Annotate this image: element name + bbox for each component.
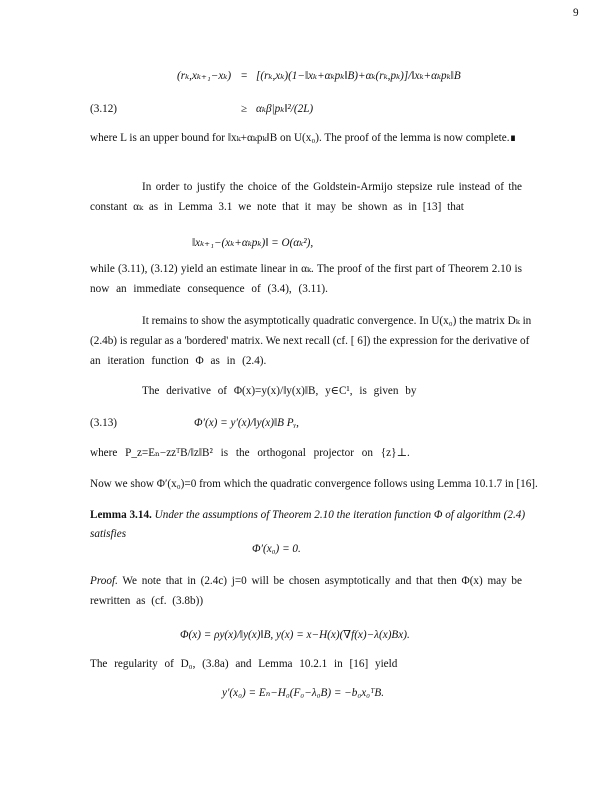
lemma-formula: Φ′(x₀) = 0. — [252, 543, 301, 555]
eq-label-3-12: (3.12) — [90, 103, 118, 115]
para-remains-1: It remains to show the asymptotically quadratic convergence. In U(x₀) the matrix Dₖ in — [142, 315, 532, 327]
para-linear-2: now an immediate consequence of (3.4), (3.11). — [90, 283, 328, 295]
lemma-3-14 — [90, 508, 525, 522]
eq-3-12-rhs2: αₖβ|pₖ‖²/(2L) — [256, 103, 314, 115]
proof-text: We note that in (2.4c) j=0 will be chosen asymptotically and that then Φ(x) may be — [122, 575, 522, 587]
proof-title: Proof. — [90, 575, 118, 587]
eq-final: y′(x₀) = Eₙ−H₀(F₀−λ₀B) = −b₀x₀ᵀB. — [222, 687, 385, 699]
page-number: 9 — [573, 7, 579, 19]
eq-phi: Φ(x) = ρy(x)/‖y(x)‖B, y(x) = x−H(x)(∇f(x)−λ(x)Bx). — [180, 629, 410, 641]
para-projector: where P_z=Eₙ−zzᵀB/‖z‖B² is the orthogonal projector on {z}⊥. — [90, 447, 410, 459]
para-remains-2: (2.4b) is regular as a 'bordered' matrix. We next recall (cf. [ 6]) the expression for the derivative of — [90, 335, 530, 347]
para-linear-1: while (3.11), (3.12) yield an estimate linear in αₖ. The proof of the first part of Theorem 2.10 is — [90, 263, 522, 275]
lemma-title: Lemma 3.14. — [90, 509, 152, 521]
eq-3-12-rhs: [(rₖ,xₖ)(1−‖xₖ+αₖpₖ‖B)+αₖ(rₖ,pₖ)]/‖xₖ+αₖpₖ‖B — [256, 70, 461, 82]
para-now-show: Now we show Φ′(x₀)=0 from which the quadratic convergence follows using Lemma 10.1.7 in [16]. — [90, 478, 538, 490]
lemma-satisfies: satisfies — [90, 528, 127, 540]
proof-line-2: rewritten as (cf. (3.8b)) — [90, 595, 204, 607]
para-derivative: The derivative of Φ(x)=y(x)/‖y(x)‖B, y∈C¹, is given by — [142, 385, 417, 397]
eq-3-12-eq: = — [241, 70, 248, 82]
para-justify-2: constant αₖ as in Lemma 3.1 we note that it may be shown as in [13] that — [90, 201, 464, 213]
eq-label-3-13: (3.13) — [90, 417, 118, 429]
para-justify-1: In order to justify the choice of the Goldstein-Armijo stepsize rule instead of the — [142, 181, 522, 193]
eq-3-12-lhs: (rₖ,xₖ₊₁−xₖ) — [177, 70, 232, 82]
lemma-text: Under the assumptions of Theorem 2.10 the iteration function Φ of algorithm (2.4) — [154, 509, 526, 521]
proof-line-1 — [90, 574, 522, 588]
para-regularity: The regularity of D₀, (3.8a) and Lemma 10.2.1 in [16] yield — [90, 658, 398, 670]
eq-order: ‖xₖ₊₁−(xₖ+αₖpₖ)‖ = O(αₖ²), — [192, 237, 314, 249]
eq-3-12-geq: ≥ — [241, 103, 248, 115]
para-remains-3: an iteration function Φ as in (2.4). — [90, 355, 267, 367]
para-upper-bound: where L is an upper bound for ‖xₖ+αₖpₖ‖B on U(x₀). The proof of the lemma is now complete.∎ — [90, 132, 517, 144]
eq-3-13: Φ′(x) = y′(x)/‖y(x)‖B Pᵧ, — [194, 417, 299, 429]
